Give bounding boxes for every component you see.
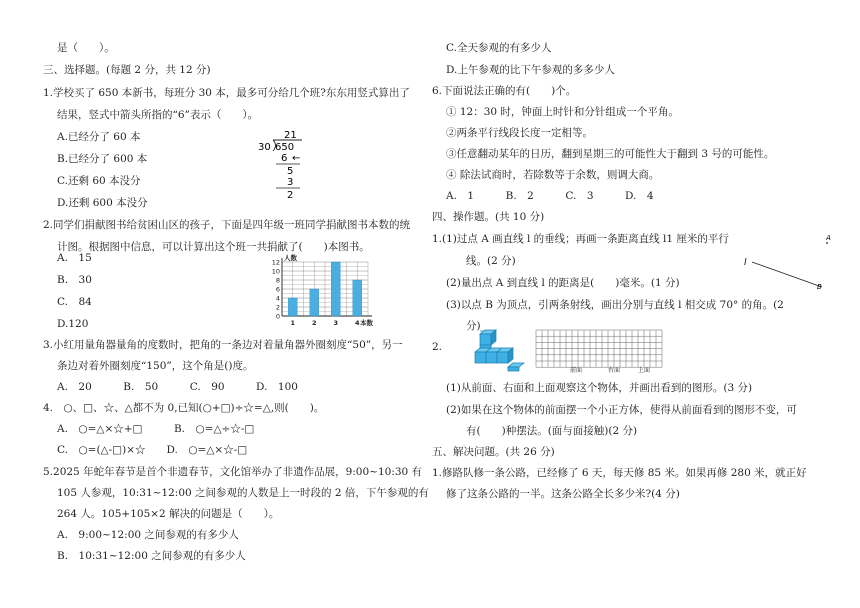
op2-number: 2. xyxy=(432,341,443,353)
op1-line3b: 分) xyxy=(466,320,481,332)
bar-4 xyxy=(353,280,362,316)
op1-line1: 1.(1)过点 A 画直线 l 的垂线；再画一条距离直线 l1 厘米的平行 xyxy=(432,233,729,245)
section3-heading: 三、选择题。(每题 2 分，共 12 分) xyxy=(43,64,211,76)
division-rem1: 5 xyxy=(287,166,294,177)
x-axis-title: 本数 xyxy=(360,319,373,327)
arrow-icon: ← xyxy=(292,153,301,164)
book-donation-bar-chart xyxy=(268,254,388,330)
y-tick-label: 8 xyxy=(275,276,280,285)
q6-item-4: ④ 除法试商时，若除数等于余数，则调大商。 xyxy=(446,169,660,181)
q6-item-2: ②两条平行线段长度一定相等。 xyxy=(446,127,593,139)
q1-option-a: A.已经分了 60 本 xyxy=(57,131,141,143)
y-tick-label: 2 xyxy=(275,303,280,312)
q4-options-ab: A. ○=△×☆+□ B. ○=△÷☆-□ xyxy=(57,423,255,435)
q5-option-b: B. 10:31~12:00 之间参观的有多少人 xyxy=(57,550,246,562)
q6-options: A. 1 B. 2 C. 3 D. 4 xyxy=(446,190,654,202)
division-sub1: 6 xyxy=(281,153,288,164)
bar-3 xyxy=(331,262,340,316)
q3-options: A. 20 B. 50 C. 90 D. 100 xyxy=(57,381,298,393)
q-prev-tail: 是（ ）。 xyxy=(57,42,115,54)
q2-option-c: C. 84 xyxy=(57,296,92,308)
q1-option-c: C.还剩 60 本没分 xyxy=(57,175,141,187)
sol1-line2: 修了这条公路的一半。这条公路全长多少米?(4 分) xyxy=(446,488,680,500)
division-dividend: 650 xyxy=(275,142,295,153)
q1-line2: 结果，竖式中箭头所指的“6”表示（ ）。 xyxy=(57,109,259,121)
q5-option-a: A. 9:00~12:00 之间参观的有多少人 xyxy=(57,529,239,541)
bar-2 xyxy=(310,289,319,316)
q1-option-b: B.已经分了 600 本 xyxy=(57,153,148,165)
sol1-line1: 1.修路队修一条公路，已经修了 6 天，每天修 85 米。如果再修 280 米，就正好 xyxy=(432,467,807,479)
division-divisor: 30 xyxy=(258,142,271,153)
op2-line2: (2)如果在这个物体的前面摆一个小正方体，使得从前面看到的图形不变，可 xyxy=(446,404,797,416)
line-l-label: l xyxy=(744,258,747,268)
division-quotient: 21 xyxy=(284,130,297,141)
grid-label-right: 右面 xyxy=(608,367,621,374)
q2-option-b: B. 30 xyxy=(57,274,92,286)
q2-line1: 2.同学们捐献图书给贫困山区的孩子，下面是四年级一班同学捐献图书本数的统 xyxy=(43,219,411,231)
op1-line2: (2)量出点 A 到直线 l 的距离是( )毫米。(1 分) xyxy=(446,277,680,289)
q1-line1: 1.学校买了 650 本新书，每班分 30 本，最多可分给几个班?东东用竖式算出了 xyxy=(43,87,410,99)
q5-option-c: C.全天参观的有多少人 xyxy=(446,42,552,54)
q2-option-a: A. 15 xyxy=(57,252,92,264)
drawing-grid xyxy=(536,330,662,372)
point-a-label: A xyxy=(826,234,831,242)
grid-label-top: 上面 xyxy=(638,367,651,374)
x-tick-label: 3 xyxy=(333,319,339,327)
q6-line1: 6.下面说法正确的有( )个。 xyxy=(432,85,577,97)
q2-option-d: D.120 xyxy=(57,318,89,330)
division-sub2: 3 xyxy=(287,177,294,188)
y-tick-label: 6 xyxy=(275,285,280,294)
op1-line1b: 线。(2 分) xyxy=(466,255,516,267)
q1-option-d: D.还剩 600 本没分 xyxy=(57,197,148,209)
q6-item-3: ③任意翻动某年的日历，翻到星期三的可能性大于翻到 3 号的可能性。 xyxy=(446,148,775,160)
q6-item-1: ① 12：30 时，钟面上时针和分针组成一个平角。 xyxy=(446,106,679,118)
x-tick-label: 1 xyxy=(290,319,296,327)
x-tick-label: 4 xyxy=(354,319,360,327)
q2-line2: 计图。根据图中信息，可以计算出这个班一共捐献了( )本图书。 xyxy=(57,241,370,253)
y-axis-title: 人数 xyxy=(284,254,297,262)
long-division-figure xyxy=(258,128,318,200)
q5-option-d: D.上午参观的比下午参观的多多少人 xyxy=(446,64,615,76)
op1-line3: (3)以点 B 为顶点，引两条射线，画出分别与直线 l 相交成 70° 的角。(2 xyxy=(446,299,784,311)
bar-1 xyxy=(288,298,297,316)
y-tick-label: 4 xyxy=(275,294,280,303)
q4-line1: 4. ○、□、☆、△都不为 0,已知(○+□)÷☆=△,则( )。 xyxy=(43,402,325,414)
right-column xyxy=(430,0,860,608)
op2-line1: (1)从前面、右面和上面观察这个物体，并画出看到的图形。(3 分) xyxy=(446,382,753,394)
op2-line2b: 有( )种摆法。(面与面接触)(2 分) xyxy=(466,425,638,437)
y-tick-label: 10 xyxy=(271,267,280,276)
q3-line2: 条边对着外圈刻度“150”，这个角是()度。 xyxy=(57,360,254,372)
y-tick-label: 0 xyxy=(275,312,280,321)
line-l-figure xyxy=(740,232,840,292)
q4-options-cd: C. ○=(△-□)×☆ D. ○=△×☆-□ xyxy=(57,444,248,456)
point-b-label: B xyxy=(817,283,822,291)
section4-heading: 四、操作题。(共 10 分) xyxy=(432,211,545,223)
x-tick-label: 2 xyxy=(311,319,317,327)
q5-line2: 105 人参观，10:31~12:00 之间参观的人数是上一时段的 2 倍，下午参观的有 xyxy=(57,487,429,499)
cube-solid-figure xyxy=(470,330,536,372)
division-rem2: 2 xyxy=(287,190,294,201)
section5-heading: 五、解决问题。(共 26 分) xyxy=(432,446,555,458)
q5-line3: 264 人。105+105×2 解决的问题是（ ）。 xyxy=(57,508,280,520)
grid-label-front: 前面 xyxy=(570,367,583,374)
q5-line1: 5.2025 年蛇年春节是首个非遗春节，文化馆举办了非遗作品展，9:00~10:30 有 xyxy=(43,466,423,478)
y-tick-label: 12 xyxy=(271,258,280,267)
q3-line1: 3.小红用量角器量角的度数时，把角的一条边对着量角器外圈刻度“50”，另一 xyxy=(43,339,403,351)
